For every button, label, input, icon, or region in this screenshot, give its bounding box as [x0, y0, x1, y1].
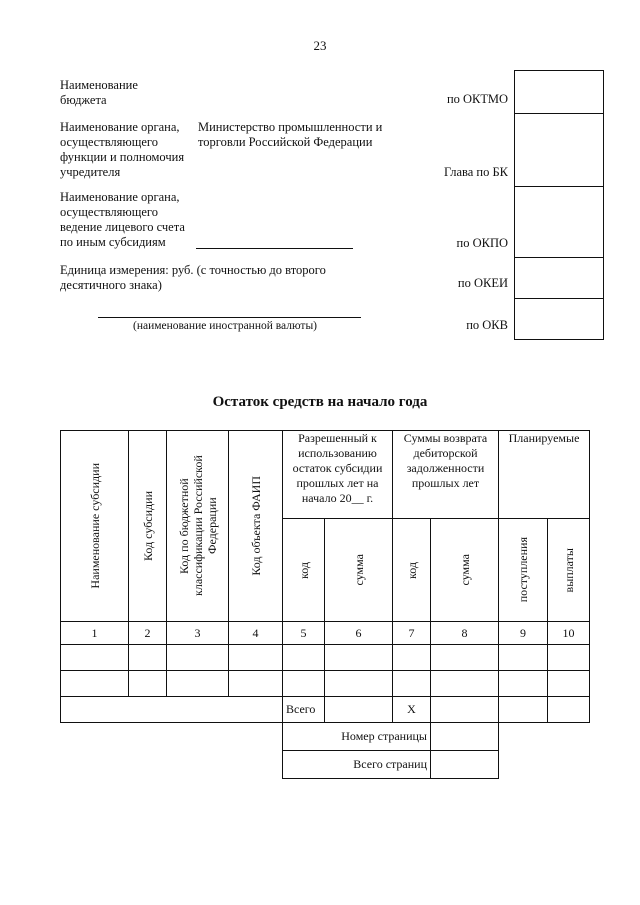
- budget-name-label: Наименование бюджета: [60, 78, 138, 107]
- header-allowed-code: код: [283, 519, 325, 622]
- oktmo-label: по ОКТМО: [446, 92, 508, 106]
- table-cell[interactable]: [167, 671, 229, 697]
- currency-value-line: [98, 317, 361, 318]
- total-row: [61, 697, 590, 723]
- column-number: 5: [283, 622, 325, 645]
- column-number: 10: [548, 622, 590, 645]
- column-number: 6: [325, 622, 393, 645]
- table-cell[interactable]: [548, 671, 590, 697]
- total-label: Всего: [283, 697, 325, 723]
- header-allowed-sum: сумма: [325, 519, 393, 622]
- pages-total-value[interactable]: [431, 751, 499, 779]
- header-budget-class: Код по бюджетной классификации Российской Федерации: [167, 431, 229, 622]
- table-cell[interactable]: [325, 645, 393, 671]
- header-receipts: поступления: [499, 519, 548, 622]
- table-cell[interactable]: [61, 645, 129, 671]
- total-x-mark: X: [393, 697, 431, 723]
- column-number: 3: [167, 622, 229, 645]
- total-receipts[interactable]: [499, 697, 548, 723]
- glava-cell[interactable]: [515, 114, 603, 187]
- table-cell[interactable]: [167, 645, 229, 671]
- total-payments[interactable]: [548, 697, 590, 723]
- column-number: 1: [61, 622, 129, 645]
- table-cell[interactable]: [229, 671, 283, 697]
- page-number-value[interactable]: [431, 723, 499, 751]
- header-allowed-balance: Разрешенный к использованию остаток субсидии прошлых лет на начало 20__ г.: [283, 431, 393, 519]
- total-allowed-sum[interactable]: [325, 697, 393, 723]
- okv-cell[interactable]: [515, 299, 603, 339]
- table-title: Остаток средств на начало года: [212, 394, 428, 410]
- column-number: 8: [431, 622, 499, 645]
- oktmo-cell[interactable]: [515, 71, 603, 114]
- okpo-label: по ОКПО: [456, 236, 508, 250]
- balance-table: [60, 430, 590, 779]
- founder-label: Наименование органа, осуществляющего функции и полномочия учредителя: [60, 120, 185, 179]
- table-cell[interactable]: [325, 671, 393, 697]
- column-number: 2: [129, 622, 167, 645]
- header-subsidy-name: Наименование субсидии: [61, 431, 129, 622]
- header-subsidy-code: Код субсидии: [129, 431, 167, 622]
- okv-label: по ОКВ: [466, 318, 508, 332]
- codes-box: [514, 70, 604, 340]
- table-cell[interactable]: [129, 645, 167, 671]
- table-cell[interactable]: [283, 671, 325, 697]
- total-return-sum[interactable]: [431, 697, 499, 723]
- table-cell[interactable]: [129, 671, 167, 697]
- okpo-cell[interactable]: [515, 187, 603, 258]
- currency-caption: (наименование иностранной валюты): [133, 320, 317, 332]
- header-planned: Планируемые: [499, 431, 590, 519]
- table-cell[interactable]: [431, 671, 499, 697]
- table-cell[interactable]: [431, 645, 499, 671]
- total-blank-cell: [61, 697, 283, 723]
- okei-cell[interactable]: [515, 258, 603, 299]
- table-cell[interactable]: [393, 671, 431, 697]
- header-return-sum: сумма: [431, 519, 499, 622]
- founder-value: Министерство промышленности и торговли Российской Федерации: [198, 120, 383, 149]
- column-number: 9: [499, 622, 548, 645]
- table-row: [61, 645, 590, 671]
- page-number: 23: [313, 38, 327, 53]
- column-number: 4: [229, 622, 283, 645]
- table-cell[interactable]: [61, 671, 129, 697]
- glava-label: Глава по БК: [443, 165, 508, 179]
- table-row: [61, 671, 590, 697]
- pages-total-label: Всего страниц: [283, 751, 431, 779]
- column-number-row: [61, 622, 590, 645]
- header-return-code: код: [393, 519, 431, 622]
- okei-label: по ОКЕИ: [457, 276, 508, 290]
- page-number-label: Номер страницы: [283, 723, 431, 751]
- table-cell[interactable]: [548, 645, 590, 671]
- table-cell[interactable]: [499, 671, 548, 697]
- header-faip: Код объекта ФАИП: [229, 431, 283, 622]
- header-payments: выплаты: [548, 519, 590, 622]
- pages-total-row: [61, 751, 590, 779]
- account-label: Наименование органа, осуществляющего ведение лицевого счета по иным субсидиям: [60, 190, 185, 249]
- header-debt-return: Суммы возврата дебиторской задолженности прошлых лет: [393, 431, 499, 519]
- account-value-line: [196, 248, 353, 249]
- table-cell[interactable]: [393, 645, 431, 671]
- table-cell[interactable]: [229, 645, 283, 671]
- unit-label: Единица измерения: руб. (с точностью до второго десятичного знака): [60, 263, 326, 292]
- table-cell[interactable]: [499, 645, 548, 671]
- page-number-row: [61, 723, 590, 751]
- table-cell[interactable]: [283, 645, 325, 671]
- column-number: 7: [393, 622, 431, 645]
